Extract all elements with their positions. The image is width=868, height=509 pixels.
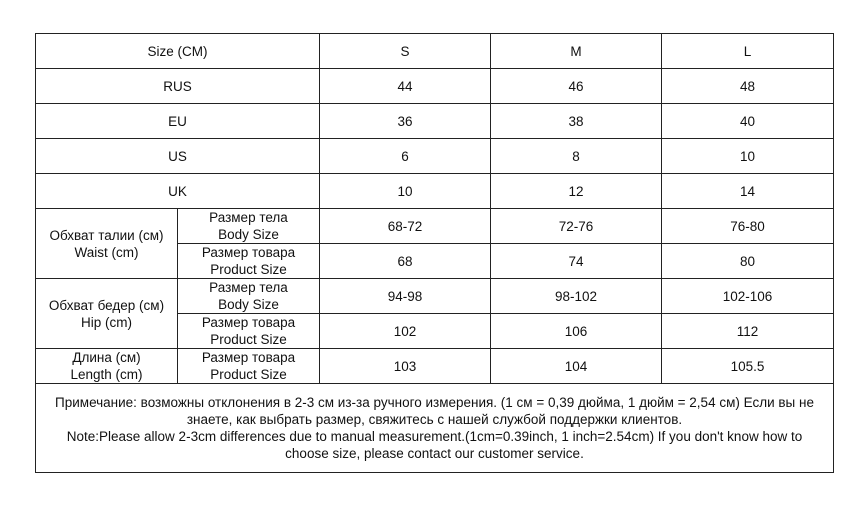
note-line-ru-1: Примечание: возможны отклонения в 2-3 см из-за ручного измерения. (1 см = 0,39 дюйма, 1 дюйм = 2,54 см) Если вы не xyxy=(55,395,814,410)
table-row-uk xyxy=(36,174,834,209)
cell-eu-m: 38 xyxy=(491,104,662,139)
sublabel-hip-body xyxy=(178,279,320,314)
hip-body-ru: Размер тела xyxy=(209,280,288,295)
cell-waist-body-l: 76-80 xyxy=(662,209,834,244)
cell-waist-body-m: 72-76 xyxy=(491,209,662,244)
cell-us-s: 6 xyxy=(320,139,491,174)
length-label-ru: Длина (см) xyxy=(72,350,141,365)
sublabel-length-product xyxy=(178,349,320,384)
length-product-en: Product Size xyxy=(210,367,287,382)
cell-waist-product-s: 68 xyxy=(320,244,491,279)
header-size-m: M xyxy=(491,34,662,69)
note-line-ru-2: знаете, как выбрать размер, свяжитесь с нашей службой поддержки клиентов. xyxy=(186,412,683,427)
cell-hip-product-l: 112 xyxy=(662,314,834,349)
header-size-cm: Size (CM) xyxy=(36,34,320,69)
row-label-length xyxy=(36,349,178,384)
cell-uk-l: 14 xyxy=(662,174,834,209)
header-size-l: L xyxy=(662,34,834,69)
cell-us-m: 8 xyxy=(491,139,662,174)
cell-rus-m: 46 xyxy=(491,69,662,104)
length-product-ru: Размер товара xyxy=(201,350,296,365)
hip-label-ru: Обхват бедер (см) xyxy=(48,297,165,313)
cell-waist-product-m: 74 xyxy=(491,244,662,279)
waist-label-ru: Обхват талии (см) xyxy=(49,227,164,243)
table-row-hip-body xyxy=(36,279,834,314)
hip-label-en: Hip (cm) xyxy=(81,314,132,330)
sublabel-hip-product xyxy=(178,314,320,349)
cell-waist-body-s: 68-72 xyxy=(320,209,491,244)
sublabel-waist-body xyxy=(178,209,320,244)
waist-label-en: Waist (cm) xyxy=(74,244,139,260)
row-label-waist xyxy=(36,209,178,279)
cell-uk-s: 10 xyxy=(320,174,491,209)
header-size-s: S xyxy=(320,34,491,69)
cell-eu-s: 36 xyxy=(320,104,491,139)
cell-us-l: 10 xyxy=(662,139,834,174)
cell-hip-body-s: 94-98 xyxy=(320,279,491,314)
cell-length-product-l: 105.5 xyxy=(662,349,834,384)
cell-hip-product-s: 102 xyxy=(320,314,491,349)
hip-product-en: Product Size xyxy=(210,332,287,347)
cell-rus-s: 44 xyxy=(320,69,491,104)
cell-hip-body-l: 102-106 xyxy=(662,279,834,314)
row-label-uk: UK xyxy=(36,174,320,209)
waist-body-ru: Размер тела xyxy=(209,210,288,225)
row-label-rus: RUS xyxy=(36,69,320,104)
waist-product-ru: Размер товара xyxy=(201,245,296,260)
header-row xyxy=(36,34,834,69)
note-line-en-1: Note:Please allow 2-3cm differences due to manual measurement.(1cm=0.39inch, 1 inch=2.54cm) If you don't know how to xyxy=(66,429,803,444)
cell-length-product-m: 104 xyxy=(491,349,662,384)
table-row-eu xyxy=(36,104,834,139)
cell-hip-body-m: 98-102 xyxy=(491,279,662,314)
length-label-en: Length (cm) xyxy=(70,367,143,382)
table-row-rus xyxy=(36,69,834,104)
cell-waist-product-l: 80 xyxy=(662,244,834,279)
size-note xyxy=(36,384,834,473)
row-label-eu: EU xyxy=(36,104,320,139)
size-chart-table xyxy=(35,33,834,473)
cell-uk-m: 12 xyxy=(491,174,662,209)
hip-body-en: Body Size xyxy=(218,297,279,312)
waist-product-en: Product Size xyxy=(210,262,287,277)
waist-body-en: Body Size xyxy=(218,227,279,242)
table-row-waist-body xyxy=(36,209,834,244)
note-line-en-2: choose size, please contact our customer service. xyxy=(285,446,584,461)
cell-eu-l: 40 xyxy=(662,104,834,139)
table-row-us xyxy=(36,139,834,174)
table-row-length-product xyxy=(36,349,834,384)
cell-length-product-s: 103 xyxy=(320,349,491,384)
table-row-note xyxy=(36,384,834,473)
hip-product-ru: Размер товара xyxy=(201,315,296,330)
row-label-hip xyxy=(36,279,178,349)
row-label-us: US xyxy=(36,139,320,174)
cell-rus-l: 48 xyxy=(662,69,834,104)
sublabel-waist-product xyxy=(178,244,320,279)
cell-hip-product-m: 106 xyxy=(491,314,662,349)
